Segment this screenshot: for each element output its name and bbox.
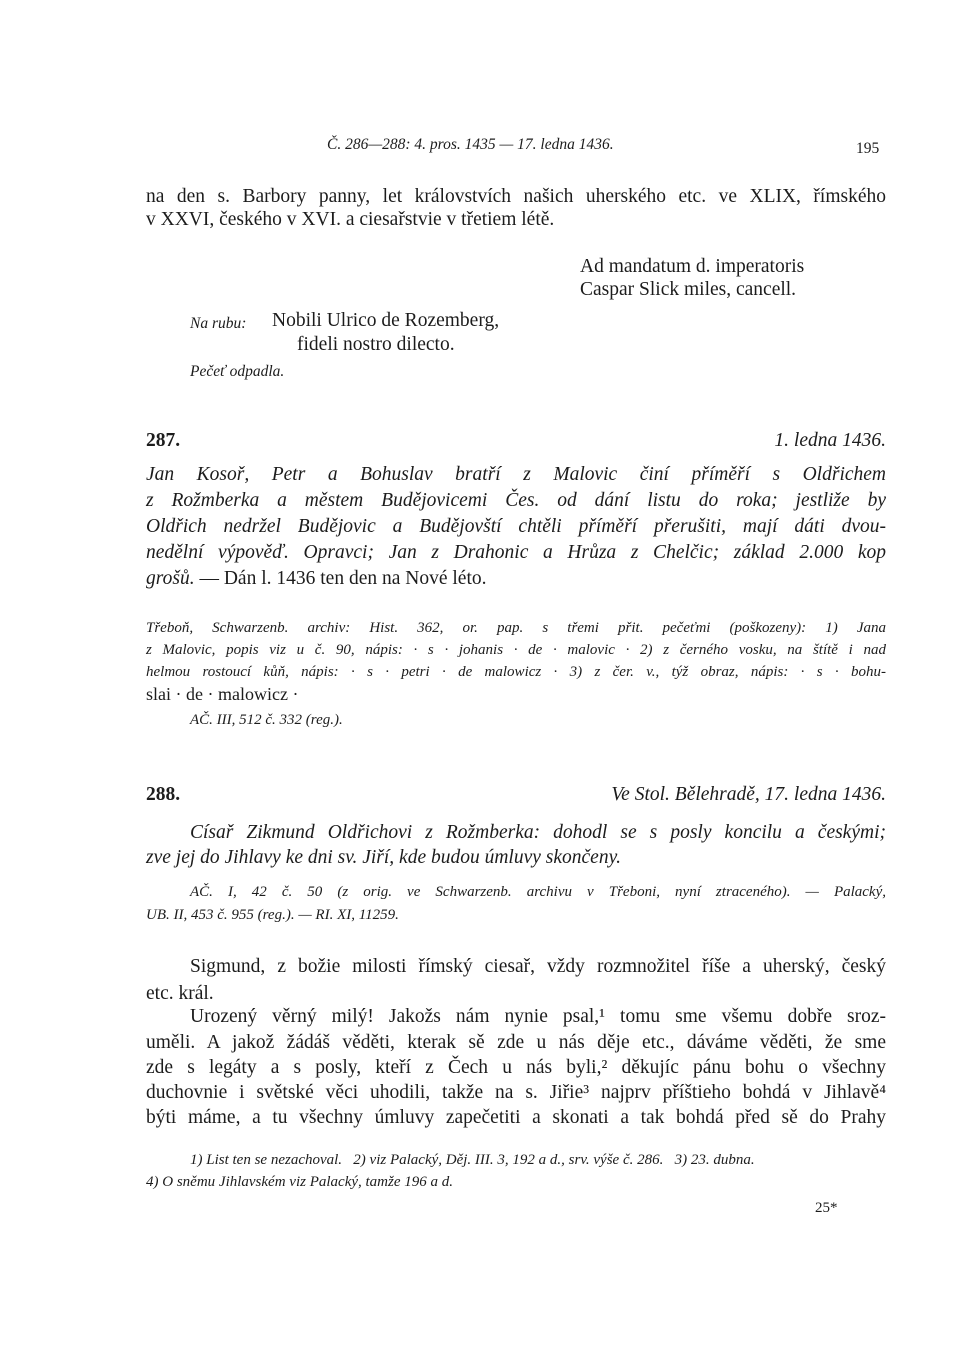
doc288-date: Ve Stol. Bělehradě, 17. ledna 1436. — [611, 784, 886, 805]
doc287-regest-line-4: nedělní výpověď. Opravci; Jan z Drahonic a Hrůza z Chelčic; základ 2.000 kop — [146, 542, 886, 563]
doc288-body-line-4: uměli. A jakož žádáš věděti, kterak sě zde u nás děje etc., dáváme věděti, že sme — [146, 1032, 886, 1053]
doc287-date: 1. ledna 1436. — [774, 430, 886, 451]
doc286-line-1 — [146, 186, 886, 208]
doc288-heading — [146, 784, 886, 806]
doc288-regest-line-1: Císař Zikmund Oldřichovi z Rožmberka: dohodl se s posly koncilu a českými; — [190, 822, 886, 843]
doc287-regest-line-1: Jan Kosoř, Petr a Bohuslav bratří z Malovic činí příměří s Oldřichem — [146, 464, 886, 485]
doc286-seal-note: Pečeť odpadla. — [190, 363, 285, 380]
doc287-heading — [146, 430, 886, 452]
doc288-body-line-3: Urozený věrný milý! Jakožs nám nynie psal,¹ tomu sme všemu dobře sroz- — [190, 1006, 886, 1027]
doc287-reference: AČ. III, 512 č. 332 (reg.). — [190, 712, 343, 728]
doc288-body-line-7: býti máme, a tu všechny úmluvy zapečetiti a skonati a tak bohdá před sě do Prahy — [146, 1107, 886, 1128]
doc287-number: 287. — [146, 430, 181, 451]
page-number: 195 — [856, 140, 880, 157]
doc288-body-line-6: duchovnie i světské věci uhodili, takže na s. Jiřie³ najprv příštieho bohdá v Jihlavě⁴ — [146, 1082, 886, 1103]
doc287-source-line-4: slai · de · malowicz · — [146, 684, 299, 704]
doc286-line-1-text: na den s. Barbory panny, let královstvích našich uherského etc. ve XLIX, římského — [146, 186, 886, 207]
doc288-source-line-1: AČ. I, 42 č. 50 (z orig. ve Schwarzenb. archivu v Třeboni, nyní ztraceného). — Palacký, — [190, 884, 886, 900]
doc287-source — [146, 617, 886, 705]
doc286-line-2: v XXVI, českého v XVI. a ciesařstvie v třetiem létě. — [146, 209, 555, 230]
doc287-regest-last-plain: — Dán l. 1436 ten den na Nové léto. — [194, 568, 487, 589]
signature-mark: 25* — [815, 1200, 838, 1216]
doc288-source-line-2: UB. II, 453 č. 955 (reg.). — RI. XI, 11259. — [146, 907, 399, 923]
doc287-regest-last-italic: grošů. — [146, 568, 195, 589]
doc286-mandate-1: Ad mandatum d. imperatoris — [580, 256, 805, 277]
footnote-line-1: 1) List ten se nezachoval. 2) viz Palacký, Děj. III. 3, 192 a d., srv. výše č. 286. 3) 23. dubna. — [190, 1152, 755, 1168]
doc288-body-line-5: zde s legáty a s posly, kteří z Čech u nás byli,² děkujíc pánu bohu o všechny — [146, 1057, 886, 1078]
doc287-regest-line-3: Oldřich nedržel Budějovic a Budějovští chtěli příměří přerušiti, mají dáti dvou- — [146, 516, 886, 537]
doc286-verso-2: fideli nostro dilecto. — [297, 334, 455, 355]
doc286-mandate-2: Caspar Slick miles, cancell. — [580, 279, 797, 300]
doc288-regest-line-2: zve jej do Jihlavy ke dni sv. Jiří, kde budou úmluvy skončeny. — [146, 847, 622, 868]
doc287-source-line-3: helmou rostoucí kůň, nápis: · s · petri · de malowicz · 3) z čer. v., týž obraz, nápis: · s · bohu- — [146, 664, 886, 680]
doc287-regest — [146, 464, 886, 594]
doc288-number: 288. — [146, 784, 181, 805]
running-head: Č. 286—288: 4. pros. 1435 — 17. ledna 1436. — [327, 136, 614, 153]
doc287-regest-line-5 — [146, 568, 886, 594]
doc288-body-line-2: etc. král. — [146, 983, 214, 1004]
doc288-body-line-1: Sigmund, z božie milosti římský ciesař, vždy rozmnožitel říše a uherský, český — [190, 956, 886, 977]
doc287-regest-line-2: z Rožmberka a městem Budějovicemi Čes. od dání listu do roka; jestliže by — [146, 490, 886, 511]
footnote-line-2: 4) O sněmu Jihlavském viz Palacký, tamže 196 a d. — [146, 1174, 454, 1190]
doc287-source-line-2: z Malovic, popis viz u č. 90, nápis: · s · johanis · de · malovic · 2) z černého vosku, na štítě i nad — [146, 642, 886, 658]
doc286-verso-label: Na rubu: — [190, 315, 247, 332]
doc287-source-line-1: Třeboň, Schwarzenb. archiv: Hist. 362, or. pap. s třemi přit. pečeťmi (poškozeny): 1) Jana — [146, 620, 886, 636]
doc286-verso-1: Nobili Ulrico de Rozemberg, — [272, 310, 500, 331]
